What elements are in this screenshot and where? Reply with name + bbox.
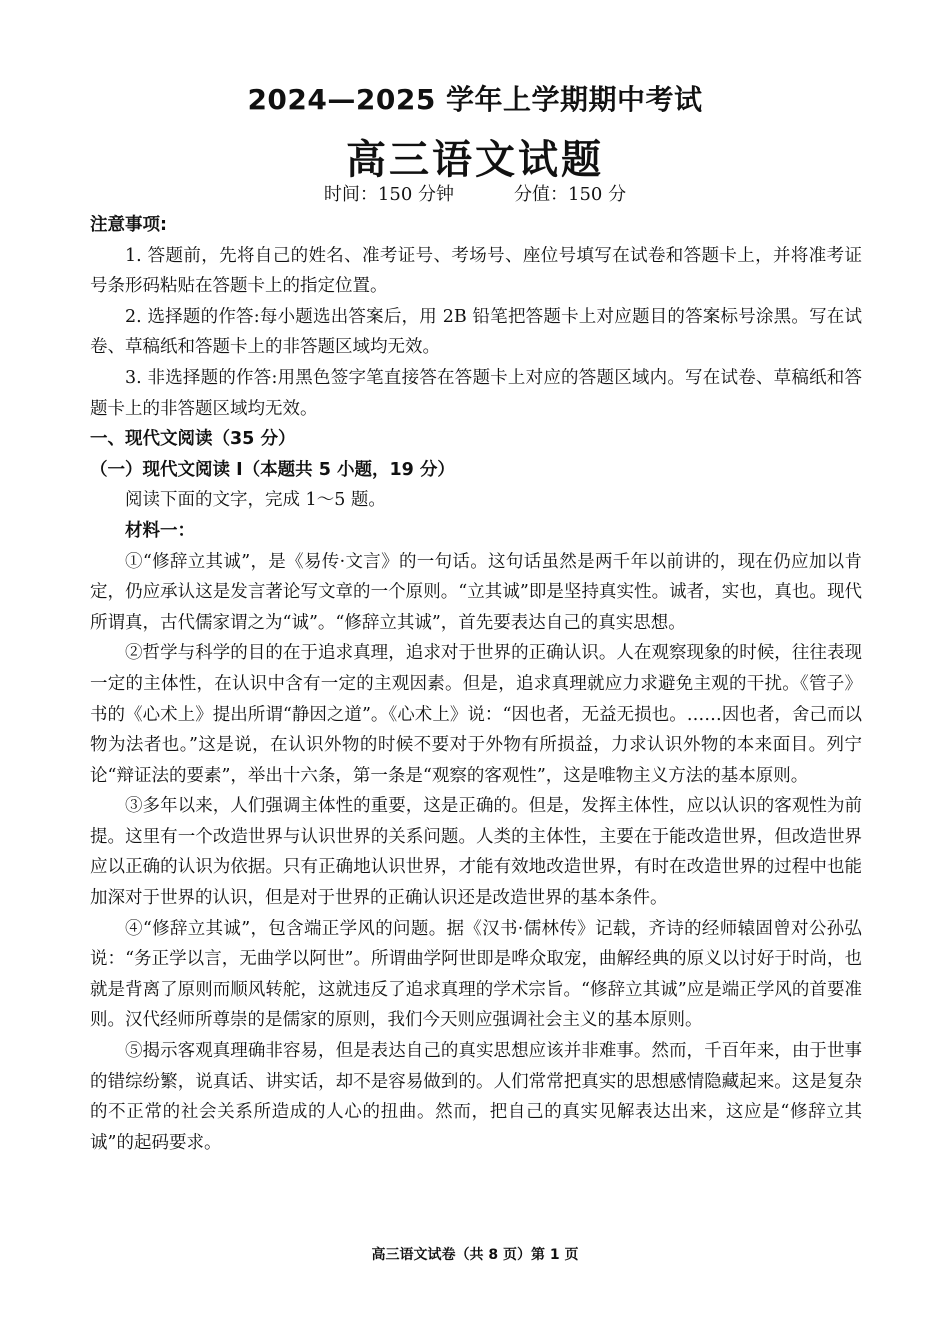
page-footer: 高三语文试卷（共 8 页）第 1 页 <box>371 1247 579 1263</box>
exam-score: 分值：150 分 <box>514 184 627 205</box>
reading-instruction: 阅读下面的文字，完成 1～5 题。 <box>125 490 386 511</box>
section-heading: 一、现代文阅读（35 分） <box>90 429 296 450</box>
exam-body <box>90 210 862 1158</box>
notice-heading: 注意事项: <box>90 215 167 235</box>
material-label: 材料一： <box>125 520 195 541</box>
paragraph-4: ④“修辞立其诚”，包含端正学风的问题。据《汉书·儒林传》记载，齐诗的经师辕固曾对公孙弘说：“务正学以言，无曲学以阿世”。所谓曲学阿世即是哗众取宠，曲解经典的原义以讨好于时尚，也就是背离了原则而顺风转舵，这就违反了追求真理的学术宗旨。“修辞立其诚”应是端正学风的首要准则。汉代经师所尊崇的是儒家的原则，我们今天则应强调社会主义的基本原则。 <box>90 918 862 1031</box>
exam-year-heading: 2024—2025 学年上学期期中考试 <box>247 83 703 116</box>
paragraph-2: ②哲学与科学的目的在于追求真理，追求对于世界的正确认识。人在观察现象的时候，往往表现一定的主体性，在认识中含有一定的主观因素。但是，追求真理就应力求避免主观的干扰。《管子》书的《心术上》提出所谓“静因之道”。《心术上》说：“因也者，无益无损也。……因也者，舍己而以物为法者也。”这是说，在认识外物的时候不要对于外物有所损益，力求认识外物的本来面目。列宁论“辩证法的要素”，举出十六条，第一条是“观察的客观性”，这是唯物主义方法的基本原则。 <box>90 643 862 786</box>
notice-item-2: 2. 选择题的作答:每小题选出答案后，用 2B 铅笔把答题卡上对应题目的答案标号涂黑。写在试卷、草稿纸和答题卡上的非答题区域均无效。 <box>90 306 862 358</box>
exam-title: 高三语文试题 <box>346 137 604 183</box>
paragraph-1: ①“修辞立其诚”，是《易传·文言》的一句话。这句话虽然是两千年以前讲的，现在仍应加以肯定，仍应承认这是发言著论写文章的一个原则。“立其诚”即是坚持真实性。诚者，实也，真也。现代所谓真，古代儒家谓之为“诚”。“修辞立其诚”，首先要表达自己的真实思想。 <box>90 551 862 633</box>
notice-item-1: 1. 答题前，先将自己的姓名、准考证号、考场号、座位号填写在试卷和答题卡上，并将准考证号条形码粘贴在答题卡上的指定位置。 <box>90 245 862 297</box>
paragraph-5: ⑤揭示客观真理确非容易，但是表达自己的真实思想应该并非难事。然而，千百年来，由于世事的错综纷繁，说真话、讲实话，却不是容易做到的。人们常常把真实的思想感情隐藏起来。这是复杂的不正常的社会关系所造成的人心的扭曲。然而，把自己的真实见解表达出来，这应是“修辞立其诚”的起码要求。 <box>90 1041 862 1153</box>
notice-item-3: 3. 非选择题的作答:用黑色签字笔直接答在答题卡上对应的答题区域内。写在试卷、草稿纸和答题卡上的非答题区域均无效。 <box>90 367 862 419</box>
paragraph-3: ③多年以来，人们强调主体性的重要，这是正确的。但是，发挥主体性，应以认识的客观性为前提。这里有一个改造世界与认识世界的关系问题。人类的主体性，主要在于能改造世界，但改造世界应以正确的认识为依据。只有正确地认识世界，才能有效地改造世界，有时在改造世界的过程中也能加深对于世界的认识，但是对于世界的正确认识还是改造世界的基本条件。 <box>90 796 862 909</box>
exam-meta <box>0 180 950 206</box>
exam-time: 时间：150 分钟 <box>323 184 454 205</box>
subsection-heading: （一）现代文阅读 I（本题共 5 小题，19 分） <box>90 459 455 480</box>
